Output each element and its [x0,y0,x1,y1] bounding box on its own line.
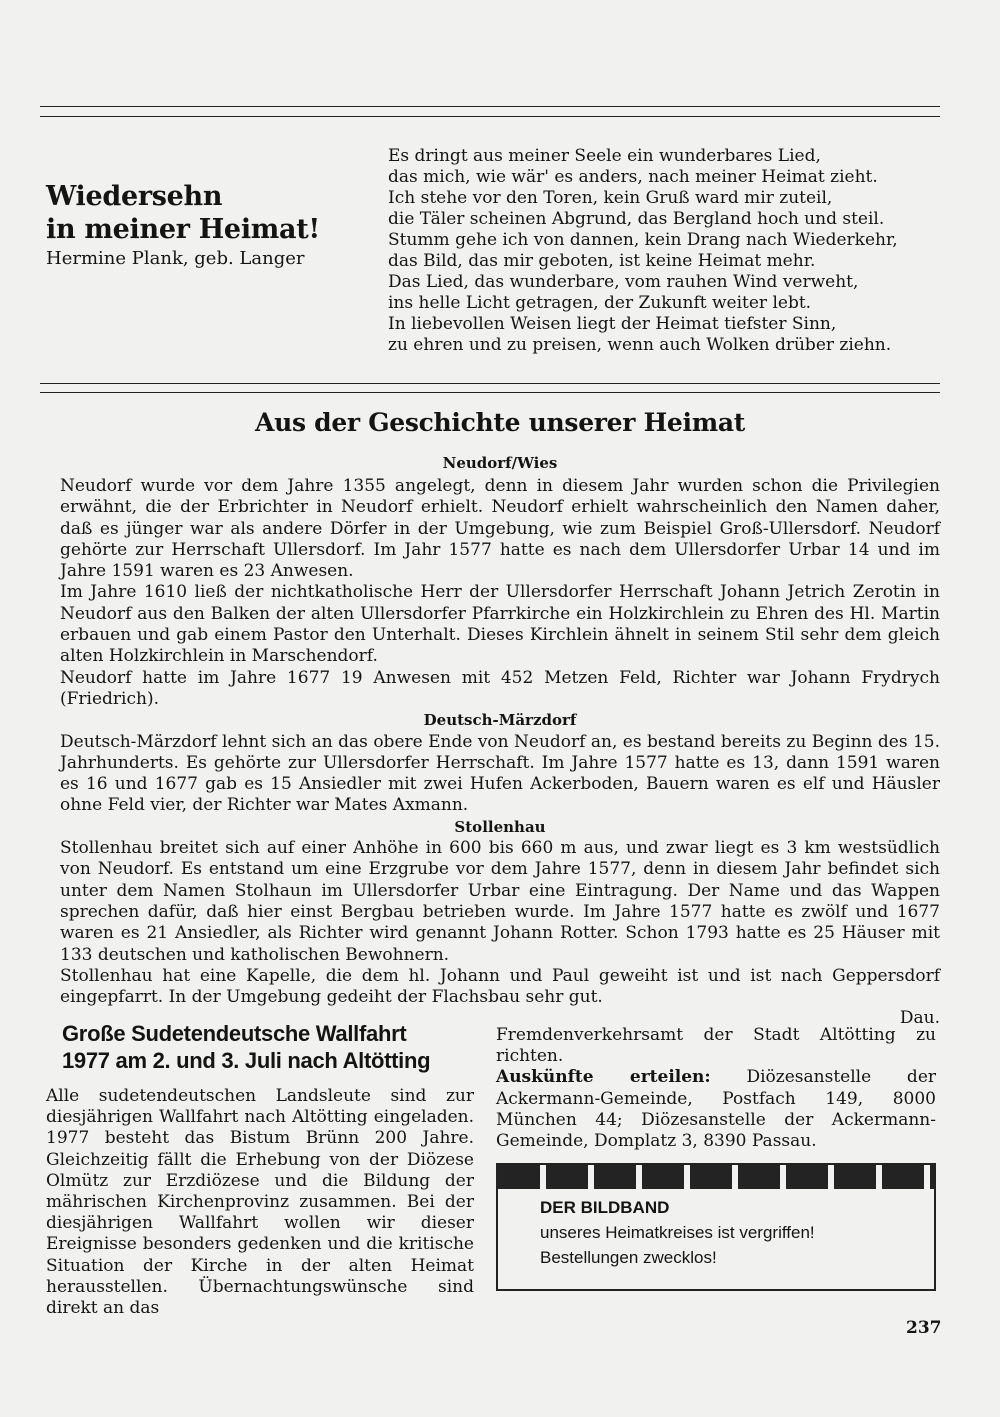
info-text: Diözesanstelle der Ackermann-Gemeinde, Postfach 149, 8000 München 44; Diözesanstelle der Ackermann-Gemeinde, Domplatz 3, 8390 Passau. [496,1067,937,1152]
wallfahrt-title-line1: Große Sudetendeutsche Wallfahrt [62,1021,407,1046]
poem-title [46,180,320,246]
poem-line: das mich, wie wär' es anders, nach meiner Heimat zieht. [388,167,878,187]
poem-author: Hermine Plank, geb. Langer [46,248,305,269]
history-paragraph: Deutsch-Märzdorf lehnt sich an das obere Ende von Neudorf an, es bestand bereits zu Beginn des 15. Jahrhunderts. Es gehörte zur Ullersdorfer Herrschaft. Im Jahre 1577 hatte es 13, dann 1591 waren es 16 und 1677 gab es 15 Ansiedler mit zwei Hufen Ackerboden, Bauern waren es elf und Häusler ohne Feld vier, der Richter war Mates Axmann. [60,731,940,816]
poem-line: das Bild, das mir geboten, ist keine Heimat mehr. [388,251,816,271]
bildband-notice [496,1163,936,1291]
history-paragraph: Neudorf hatte im Jahre 1677 19 Anwesen mit 452 Metzen Feld, Richter war Johann Frydrych (Friedrich). [60,667,940,709]
wallfahrt-continuation: Fremdenverkehrsamt der Stadt Altötting zu richten. [496,1025,936,1067]
history-rule-2 [40,392,940,393]
history-body [60,476,940,1030]
section-heading-stollenhau: Stollenhau [454,817,546,836]
wallfahrt-info [496,1067,936,1152]
history-title: Aus der Geschichte unserer Heimat [254,408,745,437]
poem-line: In liebevollen Weisen liegt der Heimat tiefster Sinn, [388,314,837,334]
notice-stripe [498,1165,934,1189]
top-rule-2 [40,116,940,117]
page-number: 237 [906,1318,942,1338]
history-paragraph: Stollenhau hat eine Kapelle, die dem hl. Johann und Paul geweiht ist und ist nach Geppersdorf eingepfarrt. In der Umgebung gedeiht der Flachsbau sehr gut. [60,965,940,1008]
info-label: Auskünfte erteilen: [496,1067,711,1088]
section-heading-neudorf: Neudorf/Wies [442,454,558,472]
poem-line: zu ehren und zu preisen, wenn auch Wolken drüber ziehn. [388,335,892,355]
poem-line: ins helle Licht getragen, der Zukunft weiter lebt. [388,293,812,313]
poem-title-line1: Wiedersehn [46,181,223,212]
signature: Dau. [899,1008,940,1029]
wallfahrt-continuation-column [496,1025,936,1152]
poem-line: Es dringt aus meiner Seele ein wunderbares Lied, [388,146,821,166]
poem-text [388,146,948,356]
wallfahrt-title [62,1020,430,1074]
notice-line1: unseres Heimatkreises ist vergriffen! [540,1223,815,1242]
section-heading-maerzdorf: Deutsch-Märzdorf [423,711,577,730]
wallfahrt-title-line2: 1977 am 2. und 3. Juli nach Altötting [62,1048,431,1073]
notice-line2: Bestellungen zwecklos! [540,1248,717,1267]
history-rule [40,383,940,384]
poem-line: Ich stehe vor den Toren, kein Gruß ward mir zuteil, [388,188,833,208]
poem-line: die Täler scheinen Abgrund, das Bergland hoch und steil. [388,209,885,229]
wallfahrt-body: Alle sudetendeutschen Landsleute sind zur diesjährigen Wallfahrt nach Altötting eingeladen. 1977 besteht das Bistum Brünn 200 Jahre. Gleichzeitig fällt die Erhebung von der Diözese Olmütz zur Erzdiözese und die Bildung der mährischen Kirchenprovinz zusammen. Bei der diesjährigen Wallfahrt wollen wir dieser Ereignisse besonders gedenken und die kritische Situation der Kirche in der alten Heimat herausstellen. Übernachtungswünsche sind direkt an das [46,1086,474,1319]
history-paragraph: Im Jahre 1610 ließ der nichtkatholische Herr der Ullersdorfer Herrschaft Johann Jetrich Zerotin in Neudorf aus den Balken der alten Ullersdorfer Pfarrkirche ein Holzkirchlein zu Ehren des Hl. Martin erbauen und gab einem Pastor den Unterhalt. Dieses Kirchlein ähnelt in seinem Stil sehr dem gleich alten Holzkirchlein in Marschendorf. [60,582,940,667]
history-paragraph: Stollenhau breitet sich auf einer Anhöhe in 600 bis 660 m aus, und zwar liegt es 3 km westsüdlich von Neudorf. Es entstand um eine Erzgrube vor dem Jahre 1577, denn in diesem Jahr befindet sich unter dem Namen Stolhaun im Ullersdorfer Urbar eine Eintragung. Der Name und das Wappen sprechen dafür, daß hier einst Bergbau betrieben wurde. Im Jahre 1577 hatte es zwölf und 1677 waren es 21 Ansiedler, als Richter wird genannt Johann Rotter. Schon 1793 hatte es 25 Häuser mit 133 deutschen und katholischen Bewohnern. [60,838,940,965]
poem-line: Das Lied, das wunderbare, vom rauhen Wind verweht, [388,272,859,292]
notice-text [498,1189,934,1270]
top-rule [40,106,940,107]
poem-title-line2: in meiner Heimat! [46,214,320,245]
history-paragraph: Neudorf wurde vor dem Jahre 1355 angelegt, denn in diesem Jahr wurden schon die Privilegien erwähnt, die der Erbrichter in Neudorf erhielt. Neudorf erhielt wahrscheinlich den Namen daher, daß es jünger war als andere Dörfer in der Umgebung, wie zum Beispiel Groß-Ullersdorf. Neudorf gehörte zur Herrschaft Ullersdorf. Im Jahr 1577 hatte es nach dem Ullersdorfer Urbar 14 und im Jahre 1591 waren es 23 Anwesen. [60,476,940,582]
notice-heading: DER BILDBAND [540,1198,670,1217]
poem-line: Stumm gehe ich von dannen, kein Drang nach Wiederkehr, [388,230,898,250]
